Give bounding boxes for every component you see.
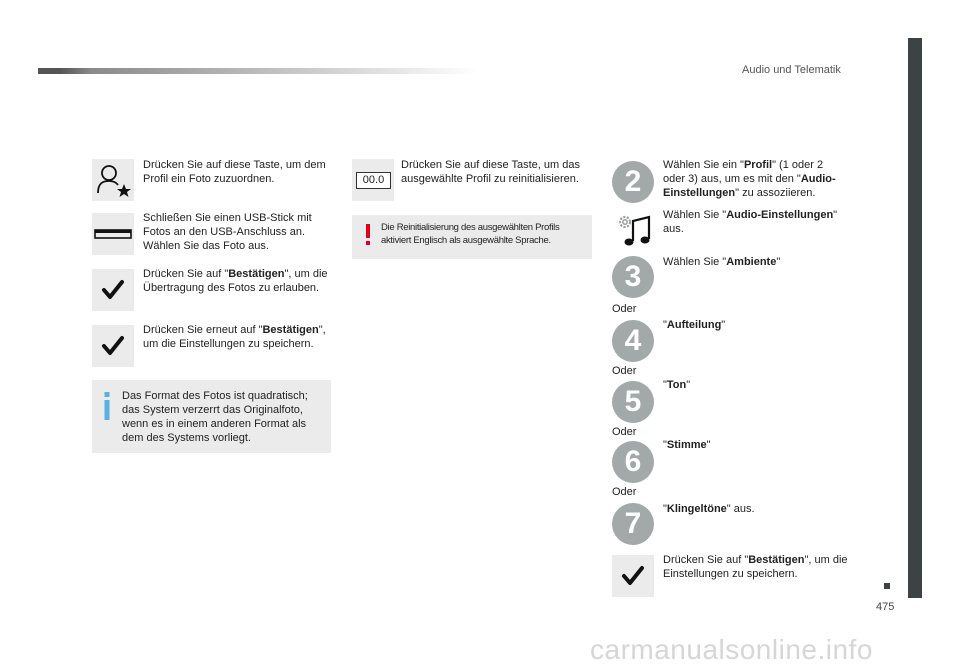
bold-keyword: Aufteilung <box>666 319 722 331</box>
text-part: " aus. <box>663 209 838 235</box>
text-part: Wählen Sie " <box>663 209 727 221</box>
step-number-5: 5 <box>612 381 654 423</box>
watermark: carmanualsonline.info <box>590 634 873 665</box>
checkmark-icon <box>612 555 654 597</box>
text-part: " <box>721 319 726 331</box>
step-3-text <box>663 255 853 269</box>
profile-photo-button[interactable] <box>92 159 134 201</box>
confirm-final-button[interactable] <box>612 555 654 597</box>
step-6-text <box>663 438 853 452</box>
audio-settings-text <box>663 208 853 236</box>
warning-note-box <box>352 215 592 259</box>
text-part: " <box>663 379 667 391</box>
info-note-box <box>92 380 331 453</box>
info-note-text: Das Format des Fotos ist quadratisch; das System verzerrt das Originalfoto, wenn es in einem anderen Format als dem des Systems vorliegt. <box>122 390 308 444</box>
usb-stick-tile <box>92 213 134 255</box>
text-part: Drücken Sie erneut auf " <box>143 324 263 336</box>
bold-keyword: Ambiente <box>726 256 777 268</box>
step-profile-photo-text: Drücken Sie auf diese Taste, um dem Profil ein Foto zuzuordnen. <box>143 159 326 185</box>
step-2-text <box>663 158 848 200</box>
text-part: Drücken Sie auf " <box>143 268 229 280</box>
text-part: Drücken Sie auf " <box>663 554 749 566</box>
confirm-save-button[interactable] <box>92 325 134 367</box>
step-4-text <box>663 318 853 332</box>
reset-text: Drücken Sie auf diese Taste, um das ausgewählte Profil zu reinitialisieren. <box>401 159 580 185</box>
oder-label: Oder <box>612 303 637 315</box>
audio-settings-tile <box>613 211 655 258</box>
bold-keyword: Bestätigen <box>262 324 319 336</box>
music-settings-icon <box>613 211 655 253</box>
step-usb-text: Schließen Sie einen USB-Stick mit Fotos an den USB-Anschluss an. Wählen Sie das Foto aus. <box>143 212 312 252</box>
bold-keyword: Ton <box>666 379 687 391</box>
page-marker <box>884 583 890 589</box>
info-icon <box>103 392 111 420</box>
step-number-3: 3 <box>612 256 654 298</box>
text-part: " zu assoziieren. <box>735 187 816 199</box>
step-5-text <box>663 378 853 392</box>
bold-keyword: Bestätigen <box>748 554 805 566</box>
bold-keyword: Klingeltöne <box>666 503 727 515</box>
page-number: 475 <box>876 601 895 613</box>
oder-label: Oder <box>612 426 637 438</box>
oder-label: Oder <box>612 365 637 377</box>
bold-keyword: Audio-Einstellungen <box>726 209 834 221</box>
step-number-7: 7 <box>612 503 654 545</box>
step-number-6: 6 <box>612 441 654 483</box>
warning-icon <box>365 224 371 246</box>
confirm-final-text <box>663 553 853 581</box>
step-number-4: 4 <box>612 320 654 362</box>
step-confirm-save-text <box>143 323 333 351</box>
bold-keyword: Audio-Einstellungen <box>663 173 836 199</box>
text-part: " aus. <box>726 503 755 515</box>
text-part: Wählen Sie " <box>663 256 727 268</box>
checkmark-icon <box>92 325 134 367</box>
text-part: ", um die Einstellungen zu speichern. <box>143 324 326 350</box>
checkmark-icon <box>92 269 134 311</box>
step-number-2: 2 <box>612 161 654 203</box>
bold-keyword: Profil <box>743 159 773 171</box>
reset-button[interactable] <box>352 159 394 201</box>
text-part: " <box>776 256 781 268</box>
confirm-button[interactable] <box>92 269 134 311</box>
oder-label: Oder <box>612 486 637 498</box>
bold-keyword: Stimme <box>666 439 707 451</box>
step-7-text <box>663 502 853 516</box>
text-part: " (1 oder 2 oder 3) aus, um es mit den " <box>663 159 824 185</box>
header-gradient-bar <box>38 68 478 74</box>
text-part: ", um die Übertragung des Fotos zu erlauben. <box>143 268 328 294</box>
text-part: Wählen Sie ein " <box>663 159 744 171</box>
reset-button-label: 00.0 <box>356 172 391 189</box>
warning-note-text: Die Reinitialisierung des ausgewählten Profils aktiviert Englisch als ausgewählte Sprache. <box>381 222 560 246</box>
text-part: " <box>663 503 667 515</box>
usb-stick-icon <box>92 213 134 255</box>
bold-keyword: Bestätigen <box>228 268 285 280</box>
text-part: " <box>686 379 691 391</box>
side-bar <box>908 38 922 598</box>
text-part: " <box>663 319 667 331</box>
section-title: Audio und Telematik <box>742 64 841 76</box>
text-part: " <box>663 439 667 451</box>
text-part: ", um die Einstellungen zu speichern. <box>663 554 848 580</box>
step-confirm-transfer-text <box>143 267 333 295</box>
profile-photo-icon <box>92 159 134 201</box>
text-part: " <box>706 439 711 451</box>
